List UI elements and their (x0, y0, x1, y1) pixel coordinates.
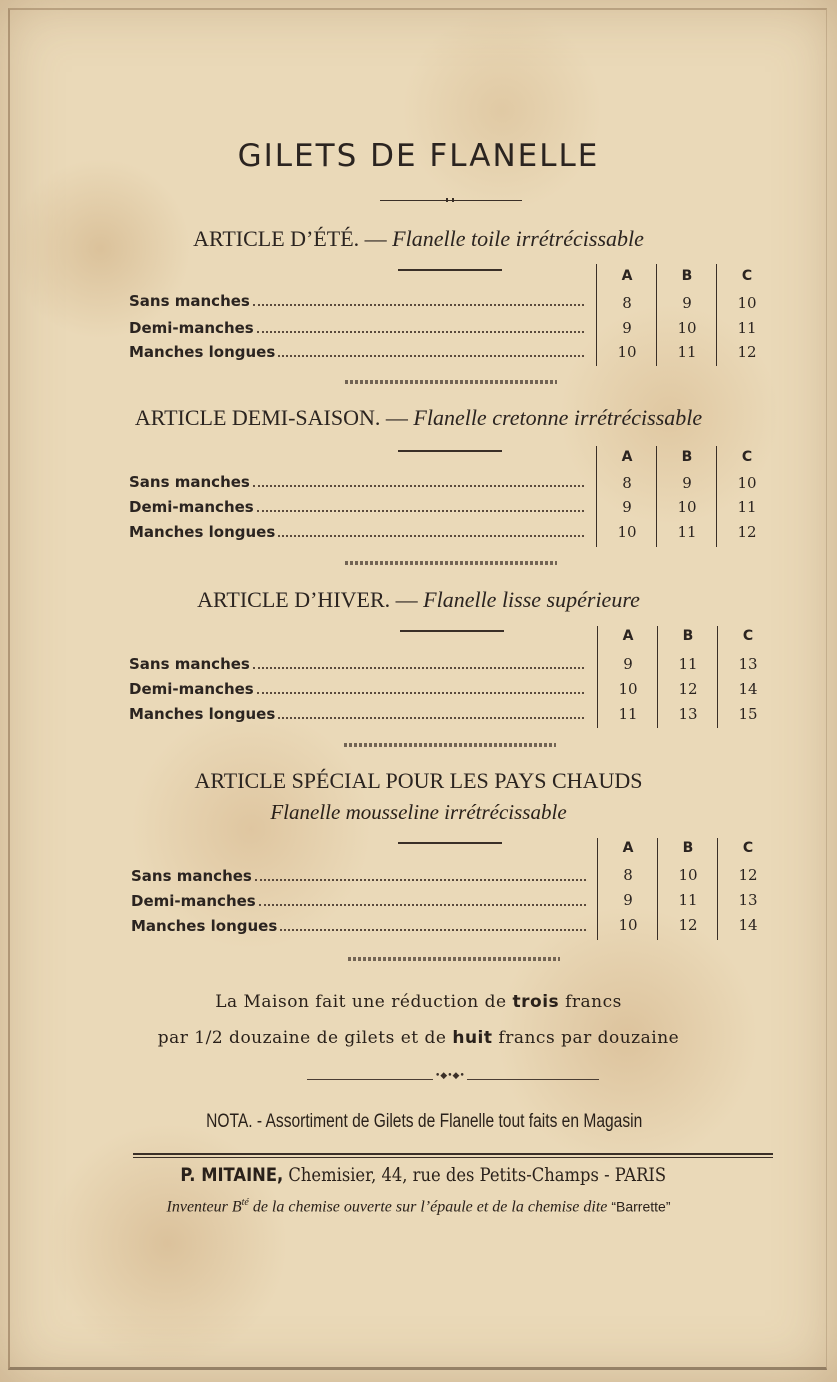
price-cell: 12 (738, 866, 758, 884)
table-header-rule (398, 842, 502, 844)
table-header-rule (398, 450, 502, 452)
discount-line-1: La Maison fait une réduction de trois francs (215, 992, 622, 1012)
table-header-rule (400, 630, 504, 632)
section-divider (345, 561, 557, 565)
price-cell: 14 (738, 916, 758, 934)
section-divider (345, 380, 557, 384)
price-cell: 11 (677, 523, 697, 541)
table-row-label: Manches longues (129, 703, 587, 723)
column-header-b: B (681, 449, 693, 465)
price-cell: 9 (682, 474, 692, 492)
section-fabric: Flanelle toile irrétrécissable (392, 226, 644, 251)
section-fabric: Flanelle mousseline irrétrécissable (270, 800, 567, 824)
price-cell: 10 (677, 319, 697, 337)
section-title: ARTICLE DEMI-SAISON. (134, 405, 381, 430)
table-row-label: Sans manches (129, 471, 587, 491)
price-cell: 12 (737, 343, 757, 361)
table-row-label: Sans manches (129, 653, 587, 673)
table-row-label: Sans manches (129, 290, 587, 310)
price-cell: 10 (617, 523, 637, 541)
ornament-rule (307, 1079, 599, 1080)
section-heading-hiver (0, 587, 837, 613)
price-cell: 10 (618, 680, 638, 698)
price-cell: 9 (622, 498, 632, 516)
section-fabric: Flanelle cretonne irrétrécissable (413, 405, 703, 430)
section-heading-ete (0, 226, 837, 252)
table-row-label: Demi-manches (129, 496, 587, 516)
price-cell: 12 (737, 523, 757, 541)
table-row-label: Sans manches (131, 865, 589, 885)
section-dash: — (364, 226, 387, 251)
price-cell: 13 (738, 655, 758, 673)
column-header-a: A (622, 840, 634, 856)
price-cell: 11 (677, 343, 697, 361)
price-cell: 10 (617, 343, 637, 361)
table-header-rule (398, 269, 502, 271)
price-cell: 13 (678, 705, 698, 723)
price-cell: 13 (738, 891, 758, 909)
table-row-label: Manches longues (129, 341, 587, 361)
column-header-c: C (741, 449, 753, 465)
price-cell: 10 (737, 294, 757, 312)
price-cell: 10 (618, 916, 638, 934)
price-cell: 12 (678, 916, 698, 934)
price-cell: 8 (623, 866, 633, 884)
title-ornament-rule (380, 200, 522, 201)
column-header-a: A (621, 268, 633, 284)
page-title: GILETS DE FLANELLE (237, 138, 600, 174)
section-title: ARTICLE D’HIVER. (197, 587, 391, 612)
price-cell: 9 (623, 891, 633, 909)
section-fabric: Flanelle lisse supérieure (423, 587, 640, 612)
table-row-label: Demi-manches (129, 678, 587, 698)
inventor-line: Inventeur $B^{té}$ de la chemise ouverte sur l’épaule et de la chemise dite “Barrette” (166, 1197, 671, 1216)
table-row-label: Manches longues (131, 915, 589, 935)
price-cell: 10 (677, 498, 697, 516)
nota-line: NOTA. - Assortiment de Gilets de Flanelle tout faits en Magasin (206, 1111, 643, 1132)
merchant-address: P. MITAINE, Chemisier, 44, rue des Petits-Champs - PARIS (180, 1164, 667, 1186)
column-header-a: A (621, 449, 633, 465)
table-row-label: Demi-manches (131, 890, 589, 910)
discount-line-2: par 1/2 douzaine de gilets et de huit francs par douzaine (157, 1028, 680, 1048)
section-heading-demi-saison (0, 405, 837, 431)
price-cell: 11 (678, 655, 698, 673)
price-cell: 15 (738, 705, 758, 723)
column-header-b: B (682, 840, 694, 856)
price-cell: 11 (678, 891, 698, 909)
table-row-label: Demi-manches (129, 317, 587, 337)
price-cell: 8 (622, 474, 632, 492)
column-header-b: B (681, 268, 693, 284)
price-cell: 9 (682, 294, 692, 312)
double-rule (133, 1153, 773, 1158)
column-header-c: C (741, 268, 753, 284)
price-cell: 14 (738, 680, 758, 698)
column-header-a: A (622, 628, 634, 644)
price-cell: 10 (678, 866, 698, 884)
section-divider (344, 743, 556, 747)
section-title: ARTICLE D’ÉTÉ. (193, 226, 360, 251)
price-cell: 11 (737, 319, 757, 337)
column-header-c: C (742, 628, 754, 644)
price-cell: 11 (737, 498, 757, 516)
table-row-label: Manches longues (129, 521, 587, 541)
column-header-b: B (682, 628, 694, 644)
column-header-c: C (742, 840, 754, 856)
price-cell: 12 (678, 680, 698, 698)
price-cell: 8 (622, 294, 632, 312)
price-cell: 9 (623, 655, 633, 673)
section-title: ARTICLE SPÉCIAL POUR LES PAYS CHAUDS (194, 768, 643, 793)
section-dash: — (385, 405, 408, 430)
price-cell: 11 (618, 705, 638, 723)
section-divider (348, 957, 560, 961)
price-cell: 10 (737, 474, 757, 492)
section-dash: — (395, 587, 418, 612)
price-cell: 9 (622, 319, 632, 337)
section-heading-pays-chauds (0, 768, 837, 794)
